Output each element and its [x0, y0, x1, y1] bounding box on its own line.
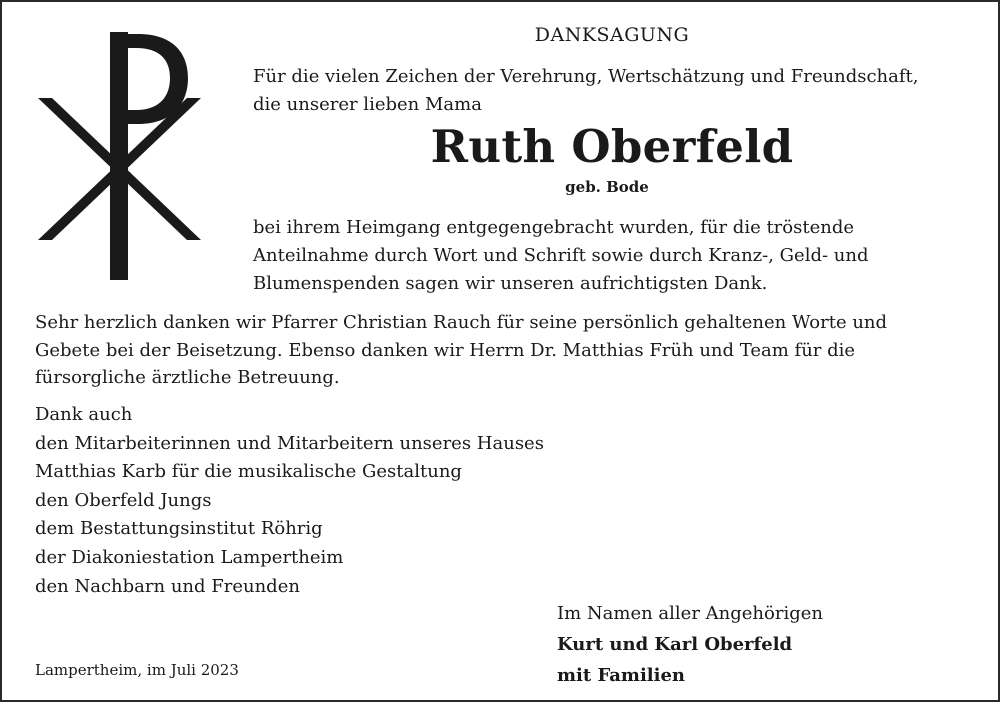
body-line: Sehr herzlich danken wir Pfarrer Christian Rauch für seine persönlich gehaltenen Worte und	[35, 312, 888, 333]
intro-line: Für die vielen Zeichen der Verehrung, Wertschätzung und Freundschaft,	[253, 66, 919, 87]
deceased-name: Ruth Oberfeld	[430, 120, 794, 173]
place-date: Lampertheim, im Juli 2023	[35, 661, 239, 679]
signers-line: Kurt und Karl Oberfeld	[557, 634, 793, 655]
body-line: fürsorgliche ärztliche Betreuung.	[35, 367, 340, 388]
families-line: mit Familien	[557, 665, 686, 686]
thanks-paragraph-1	[253, 214, 973, 298]
chi-rho-icon	[38, 26, 203, 284]
list-item: den Nachbarn und Freunden	[35, 575, 300, 597]
thanks-paragraph-2	[35, 309, 985, 392]
list-item: den Oberfeld Jungs	[35, 489, 212, 511]
intro-line: die unserer lieben Mama	[253, 94, 482, 115]
list-item: der Diakoniestation Lampertheim	[35, 546, 344, 568]
list-item: Dank auch	[35, 404, 133, 425]
list-item: Matthias Karb für die musikalische Gestaltung	[35, 461, 462, 483]
maiden-name: geb. Bode	[565, 178, 649, 196]
thanks-list	[35, 401, 635, 601]
body-line: Blumenspenden sagen wir unseren aufrichtigsten Dank.	[253, 273, 768, 294]
list-item: dem Bestattungsinstitut Röhrig	[35, 518, 323, 540]
body-line: Gebete bei der Beisetzung. Ebenso danken wir Herrn Dr. Matthias Früh und Team für die	[35, 339, 856, 361]
intro-text	[253, 63, 973, 119]
list-item: den Mitarbeiterinnen und Mitarbeitern unseres Hauses	[35, 432, 544, 454]
body-line: Anteilnahme durch Wort und Schrift sowie durch Kranz-, Geld- und	[253, 245, 869, 266]
notice-heading: DANKSAGUNG	[534, 24, 690, 46]
closing-signature	[557, 598, 977, 691]
on-behalf-line: Im Namen aller Angehörigen	[557, 603, 823, 624]
body-line: bei ihrem Heimgang entgegengebracht wurden, für die tröstende	[253, 217, 855, 238]
